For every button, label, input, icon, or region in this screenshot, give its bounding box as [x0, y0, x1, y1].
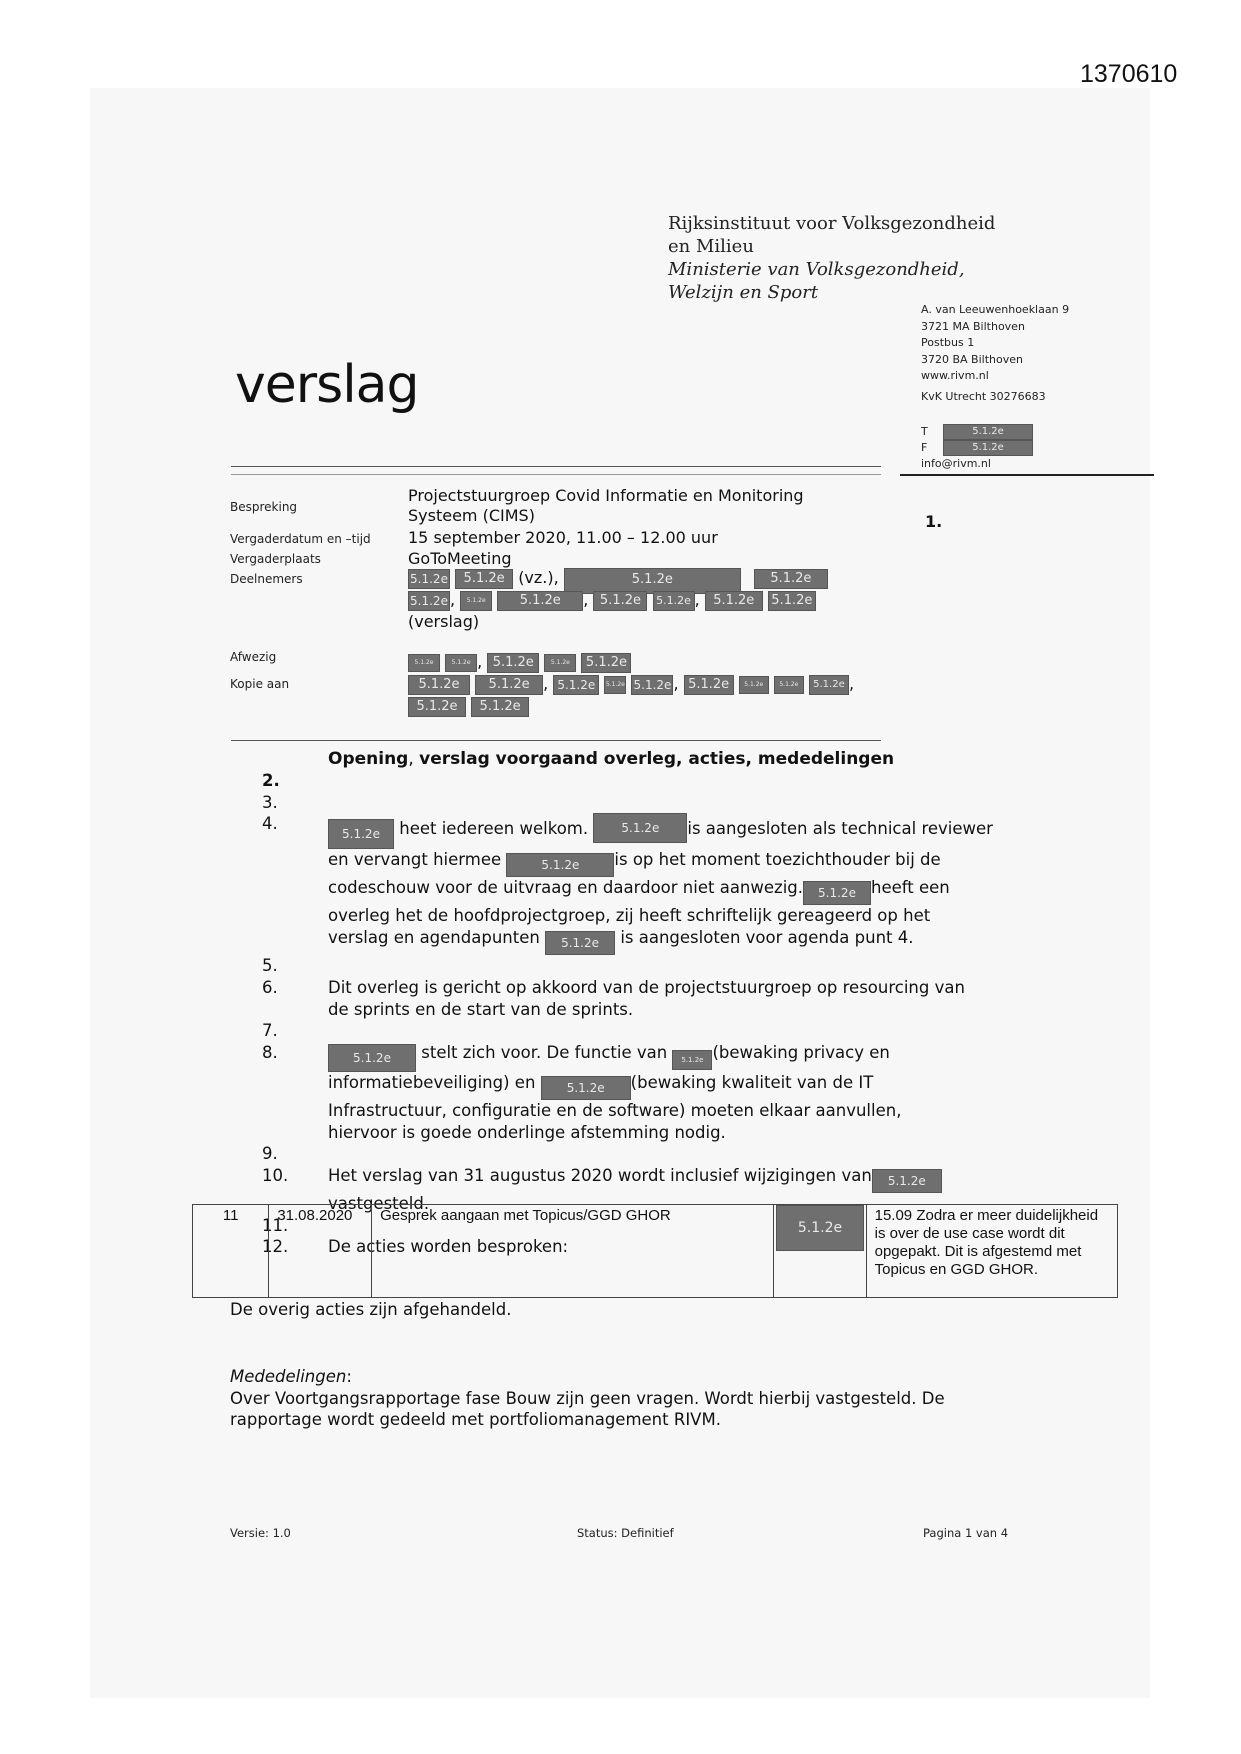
redaction-box: 5.1.2e: [653, 591, 695, 611]
list-item: [262, 770, 1062, 792]
heading-separator: ,: [408, 749, 420, 769]
address-postcode: 3721 MA Bilthoven: [921, 319, 1025, 333]
vz-text: (vz.),: [518, 568, 559, 587]
address-street: A. van Leeuwenhoeklaan 9: [921, 303, 1070, 316]
redaction-box: 5.1.2e: [631, 675, 673, 695]
redaction-box: 5.1.2e: [544, 654, 576, 672]
redaction-box: 5.1.2e: [803, 881, 871, 905]
footer-status: Status: Definitief: [577, 1526, 674, 1540]
announcements-line-2: rapportage wordt gedeeld met portfoliomanagement RIVM.: [230, 1410, 721, 1429]
item-number: 6.: [262, 977, 278, 997]
redaction-box: 5.1.2e: [445, 654, 477, 672]
list-item: [262, 792, 1062, 814]
redaction-box: 5.1.2e: [541, 1076, 631, 1100]
item-number: 2.: [262, 771, 280, 790]
redaction-box: 5.1.2e: [768, 591, 816, 611]
comma: ,: [848, 674, 855, 693]
after-table-text: De overig acties zijn afgehandeld.: [230, 1300, 512, 1319]
section-number: 1.: [925, 512, 943, 531]
bespreking-label: Bespreking: [230, 500, 298, 514]
item-number: 3.: [262, 792, 278, 812]
item-text: [328, 1042, 1062, 1143]
redaction-box: 5.1.2e: [553, 675, 599, 695]
item-number: 5.: [262, 956, 278, 976]
item-4-text-b: is aangesloten als technical reviewer: [687, 819, 993, 839]
redaction-box: 5.1.2e: [460, 591, 492, 611]
redaction-box: 5.1.2e: [754, 569, 828, 589]
item-number: 7.: [262, 1021, 278, 1041]
item-8-text-d: (bewaking kwaliteit van de IT: [630, 1072, 874, 1092]
actions-table: [192, 1204, 1118, 1298]
item-8-text-c: informatiebeveiliging) en: [328, 1072, 536, 1092]
redaction-box: 5.1.2e: [593, 813, 687, 843]
contact-email: info@rivm.nl: [921, 457, 991, 470]
item-number: 8.: [262, 1042, 278, 1062]
org-line-1: Rijksinstituut voor Volksgezondheid: [668, 213, 996, 234]
item-4-text-g: overleg het de hoofdprojectgroep, zij heeft schriftelijk gereageerd op het: [328, 906, 931, 926]
phone-label: T: [921, 425, 928, 438]
redaction-box: 5.1.2e: [581, 653, 631, 673]
item-6-text-b: de sprints en de start van de sprints.: [328, 999, 634, 1019]
item-4-text-e: codeschouw voor de uitvraag en daardoor niet aanwezig.: [328, 878, 803, 898]
redaction-box: 5.1.2e: [564, 568, 741, 594]
deelnemers-value: [408, 568, 848, 632]
organization-logo-text: [668, 212, 995, 304]
address-block: [921, 302, 1069, 405]
datum-value: 15 september 2020, 11.00 – 12.00 uur: [408, 528, 718, 547]
ministry-line-2: Welzijn en Sport: [668, 282, 819, 303]
address-kvk: KvK Utrecht 30276683: [921, 389, 1046, 403]
comma: ,: [673, 674, 679, 693]
item-number: 11.: [262, 1215, 289, 1235]
item-number: 4.: [262, 814, 278, 834]
fax-label: F: [921, 441, 928, 454]
redaction-box: 5.1.2e: [475, 675, 543, 695]
redaction-box: 5.1.2e: [943, 440, 1033, 456]
list-item: [262, 813, 1062, 955]
redaction-box: 5.1.2e: [328, 1044, 416, 1072]
address-postbus-city: 3720 BA Bilthoven: [921, 352, 1023, 366]
announcements-label: Mededelingen: [230, 1367, 347, 1386]
document-title: verslag: [235, 355, 419, 415]
item-4-text-c: en vervangt hiermee: [328, 850, 502, 870]
item-4-text-h: verslag en agendapunten: [328, 928, 540, 948]
deelnemers-label: Deelnemers: [230, 572, 303, 586]
item-4-text-d: is op het moment toezichthouder bij de: [614, 850, 941, 870]
item-number: 10.: [262, 1166, 289, 1186]
divider: [231, 466, 881, 467]
list-item: [262, 1042, 1062, 1143]
redaction-box: 5.1.2e: [408, 697, 466, 717]
item-4-text-a: heet iedereen welkom.: [399, 819, 589, 839]
comma: ,: [694, 590, 700, 609]
redaction-box: 5.1.2e: [408, 569, 450, 589]
redaction-box: 5.1.2e: [408, 654, 440, 672]
item-4-text-i: is aangesloten voor agenda punt 4.: [620, 928, 914, 948]
redaction-box: 5.1.2e: [739, 676, 769, 694]
divider: [231, 740, 881, 741]
footer-page: Pagina 1 van 4: [923, 1526, 1009, 1540]
divider: [900, 474, 1154, 476]
redaction-box: 5.1.2e: [705, 591, 763, 611]
address-website: www.rivm.nl: [921, 369, 989, 382]
list-item: [262, 1020, 1062, 1042]
table-row: [193, 1205, 1118, 1298]
plaats-value: GoToMeeting: [408, 549, 512, 568]
address-postbus: Postbus 1: [921, 336, 975, 349]
action-number-cell: 11: [193, 1205, 269, 1298]
footer-version: Versie: 1.0: [230, 1526, 291, 1540]
item-text: [328, 977, 1062, 1020]
afwezig-value: [408, 652, 631, 673]
redaction-box: 5.1.2e: [774, 676, 804, 694]
item-6-text-a: Dit overleg is gericht op akkoord van de projectstuurgroep op resourcing van: [328, 977, 965, 997]
kopie-value: [408, 674, 878, 718]
item-8-text-b: (bewaking privacy en: [712, 1042, 890, 1062]
redaction-box: 5.1.2e: [506, 853, 614, 877]
list-item: [262, 955, 1062, 977]
item-text: De acties worden besproken:: [328, 1237, 569, 1257]
item-10-text-a: Het verslag van 31 augustus 2020 wordt inclusief wijzigingen van: [328, 1166, 872, 1186]
document-number: 1370610: [1080, 60, 1178, 88]
redaction-box: 5.1.2e: [408, 591, 450, 611]
item-8-text-e: Infrastructuur, configuratie en de software) moeten elkaar aanvullen,: [328, 1100, 902, 1120]
redaction-box: 5.1.2e: [471, 697, 529, 717]
redaction-box: 5.1.2e: [672, 1050, 712, 1070]
agenda-list: [262, 770, 1062, 1258]
comma: ,: [583, 590, 589, 609]
item-text: [328, 813, 1062, 955]
org-line-2: en Milieu: [668, 236, 754, 257]
redaction-box: 5.1.2e: [545, 931, 615, 955]
redaction-box: 5.1.2e: [487, 653, 539, 673]
contact-fax-row: [921, 440, 1033, 456]
item-number: 9.: [262, 1144, 278, 1164]
redaction-box: 5.1.2e: [328, 819, 394, 849]
redaction-box: 5.1.2e: [684, 675, 734, 695]
redaction-box: 5.1.2e: [604, 676, 626, 694]
bespreking-line-1: Projectstuurgroep Covid Informatie en Monitoring: [408, 486, 804, 505]
bespreking-value: [408, 486, 804, 526]
announcements-line-1: Over Voortgangsrapportage fase Bouw zijn geen vragen. Wordt hierbij vastgesteld. De: [230, 1388, 945, 1408]
announcements-colon: :: [346, 1367, 352, 1386]
redaction-box: 5.1.2e: [408, 675, 470, 695]
redaction-box: 5.1.2e: [455, 569, 513, 589]
ministry-line-1: Ministerie van Volksgezondheid,: [668, 259, 965, 280]
item-4-text-f: heeft een: [871, 878, 950, 898]
plaats-label: Vergaderplaats: [230, 552, 321, 566]
redaction-box: 5.1.2e: [593, 591, 647, 611]
section-heading: [328, 749, 894, 769]
divider: [231, 474, 881, 475]
verslag-text: (verslag): [408, 612, 480, 631]
bespreking-line-2: Systeem (CIMS): [408, 506, 535, 525]
action-owner-cell: [774, 1205, 867, 1298]
list-item: [262, 977, 1062, 1020]
item-10-text-b: vastgesteld.: [328, 1194, 430, 1214]
redaction-box: 5.1.2e: [809, 675, 849, 695]
comma: ,: [543, 674, 549, 693]
action-status-cell: 15.09 Zodra er meer duidelijkheid is over de use case wordt dit opgepakt. Dit is afgestemd met Topicus en GGD GHOR.: [866, 1205, 1117, 1298]
item-8-text-f: hiervoor is goede onderlinge afstemming nodig.: [328, 1122, 726, 1142]
redaction-box: 5.1.2e: [872, 1169, 942, 1193]
list-item: [262, 1143, 1062, 1165]
announcements: [230, 1366, 945, 1431]
comma: ,: [450, 590, 456, 609]
comma: ,: [477, 652, 483, 671]
afwezig-label: Afwezig: [230, 650, 277, 664]
datum-label: Vergaderdatum en –tijd: [230, 532, 371, 546]
redaction-box: 5.1.2e: [943, 424, 1033, 440]
action-description-cell: Gesprek aangaan met Topicus/GGD GHOR: [372, 1205, 774, 1298]
kopie-label: Kopie aan: [230, 677, 290, 691]
contact-block: [921, 424, 1033, 472]
item-8-text-a: stelt zich voor. De functie van: [421, 1042, 668, 1062]
redaction-box: 5.1.2e: [497, 591, 583, 611]
contact-phone-row: [921, 424, 1033, 440]
redaction-box: 5.1.2e: [776, 1205, 864, 1251]
heading-part-1: Opening: [328, 749, 409, 769]
heading-part-2: verslag voorgaand overleg, acties, mededelingen: [419, 749, 895, 769]
item-number: 12.: [262, 1237, 289, 1257]
action-date-cell: 31.08.2020: [269, 1205, 372, 1298]
